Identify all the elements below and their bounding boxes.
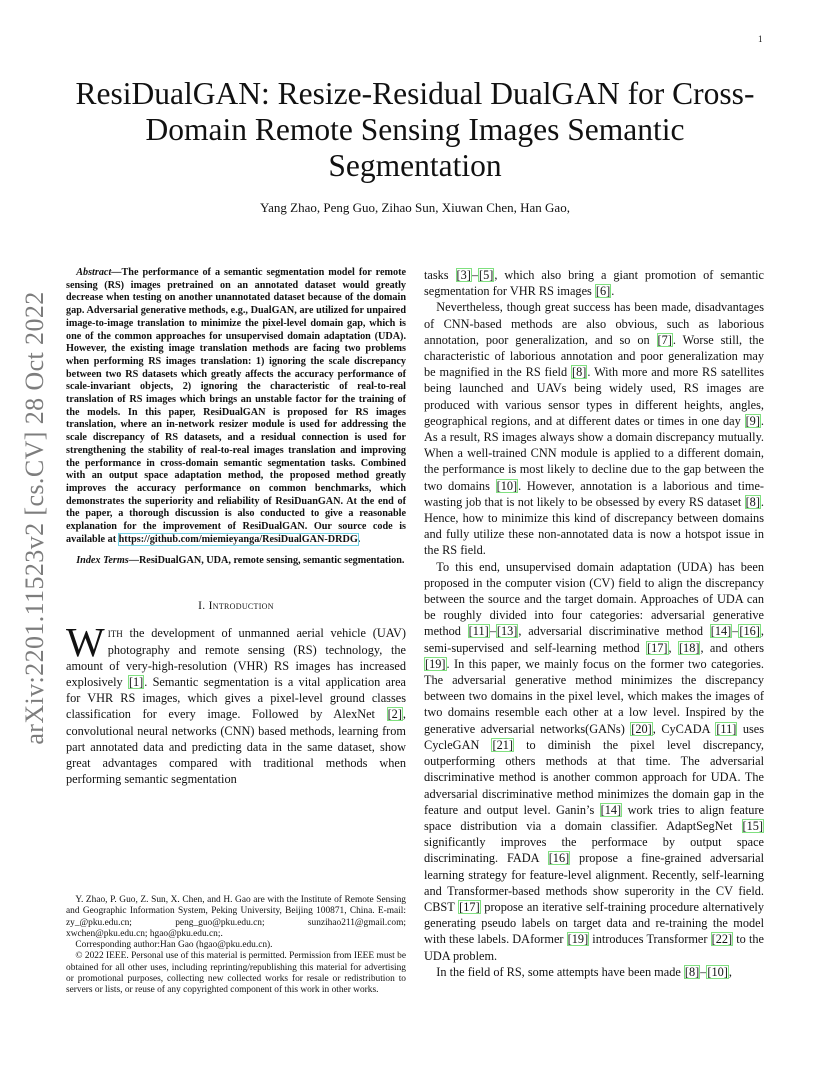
citation-link[interactable]: [16] (548, 851, 570, 866)
body-text: work tries to align feature space distribution via a domain classifier. AdaptSegNet (424, 802, 764, 833)
citation-link[interactable]: [19] (567, 932, 589, 947)
citation-link[interactable]: [18] (678, 640, 700, 655)
index-terms-lead: Index Terms (76, 555, 129, 567)
body-paragraph (424, 267, 764, 299)
citation-link[interactable]: [22] (711, 932, 733, 947)
body-text: , adversarial discriminative method (518, 624, 710, 639)
body-paragraph (424, 299, 764, 558)
body-text: – (732, 624, 739, 639)
body-text: – (700, 964, 707, 979)
body-text: . However, annotation is a laborious and time-wasting job that is not likely to be obsessed by every RS dataset (424, 478, 764, 509)
citation-link[interactable]: [2] (387, 707, 402, 722)
body-text: to diminish the pixel level discrepancy, outperforming others methods at that time. The adversarial discriminative method is another common approach for UDA. The adversarial discriminative method minimizes the domain gap in the feature and output level. Ganin’s (424, 737, 765, 817)
index-terms (66, 555, 406, 568)
body-text: . In this paper, we mainly focus on the former two categories. The adversarial generative method minimizes the discrepancy between two domains in the pixel level, which makes the images of two domains resemble each other at a low level. Inspired by the generative adversarial networks(GANs) (424, 656, 764, 736)
abstract-end: . (357, 533, 361, 545)
citation-link[interactable]: [9] (745, 413, 760, 428)
citation-link[interactable]: [11] (716, 721, 737, 736)
citation-link[interactable]: [19] (425, 656, 446, 671)
body-text: propose a fine-grained adversarial learning strategy for feature-level alignment. Recently, self-learning and Transformer-based methods show superority in the CV field. CBST (424, 851, 764, 914)
footnote-copyright: © 2022 IEEE. Personal use of this material is permitted. Permission from IEEE must be obtained for all other uses, including reprinting/republishing this material for advertising or promotional purposes, collecting new collected works for resale or redistribution to servers or lists, or reuse of any copyrighted component of this work in other works. (66, 951, 406, 996)
right-column (424, 267, 764, 980)
body-text: introduces Transformer (589, 932, 711, 947)
citation-link[interactable]: [20] (631, 721, 652, 736)
citation-link[interactable]: [8] (684, 964, 700, 979)
body-text: , (728, 964, 732, 979)
citation-link[interactable]: [8] (745, 494, 760, 509)
abstract (66, 267, 406, 546)
body-text: tasks (424, 268, 456, 282)
abstract-text: —The performance of a semantic segmentation model for remote sensing (RS) images pretrained on an annotated dataset would greatly decrease when testing on another unannotated dataset because of the domain gap. Adversarial generative methods, e.g., DualGAN, are utilized for unpaired image-to-image translation to minimize the pixel-level domain gap, which is one of the common approaches for unsupervised domain adaptation (UDA). However, the existing image translation methods are facing two problems when performing RS images translation: 1) ignoring the scale discrepancy between two RS datasets which greatly affects the accuracy performance of scale-invariant objects, 2) ignoring the characteristic of real-to-real translation of RS images which brings an unstable factor for the training of the models. In this paper, ResiDualGAN is proposed for RS images translation, where an in-network resizer module is used for addressing the scale discrepancy of RS datasets, and a residual connection is used for strengthening the stability of real-to-real images translation and improving the performance in cross-domain semantic segmentation tasks. Combined with an output space adaptation method, the proposed method greatly improves the accuracy performance on common benchmarks, which demonstrates the superiority and reliability of ResiDuanGAN. At the end of the paper, a thorough discussion is also conducted to give a reasonable explanation for the improvement of ResiDualGAN. Our source code is available at (66, 267, 406, 545)
body-text: , (668, 640, 678, 655)
body-text: , and others (700, 640, 765, 655)
body-text: . As a result, RS images always show a domain discrepancy mutually. When a well-trained CNN module is applied to a different domain, the performance is most likely to decline due to the gap between the two domains (424, 413, 764, 493)
abstract-lead: Abstract (76, 267, 112, 278)
arxiv-stamp-text: arXiv:2201.11523v2 [cs.CV] 28 Oct 2022 (20, 290, 49, 745)
citation-link[interactable]: [10] (496, 478, 518, 493)
body-text: To this end, unsupervised domain adaptation (UDA) has been proposed in the computer vision (CV) field to align the discrepancy between the source and the target domain. Approaches of UDA can be roughly divided into four categories: adversarial generative method (424, 559, 764, 639)
body-text: , which also bring a giant promotion of semantic segmentation for VHR RS images (424, 268, 764, 299)
body-paragraph (424, 964, 764, 980)
arxiv-stamp (20, 290, 50, 745)
body-text: uses CycleGAN (424, 721, 764, 752)
citation-link[interactable]: [5] (479, 268, 494, 282)
citation-link[interactable]: [6] (595, 284, 611, 299)
intro-paragraph (66, 619, 406, 787)
body-text: . Hence, how to minimize this kind of discrepancy between domains and fully utilize these non-annotated data is now a hotspot issue in the RS field. (424, 494, 764, 558)
intro-text: , convolutional neural networks (CNN) based methods, learning from part annotated data and predicting data in the same dataset, show great advantages compared with traditional methods when performing semantic segmentation (66, 707, 406, 787)
author-list: Yang Zhao, Peng Guo, Zihao Sun, Xiuwan Chen, Han Gao, (260, 200, 570, 215)
citation-link[interactable]: [7] (657, 332, 672, 347)
body-text: . With more and more RS satellites being launched and UAVs being widely used, RS images are produced with various sensor types in different heights, angles, geographical regions, and at different dates or times in one day (424, 365, 764, 428)
citation-link[interactable]: [11] (468, 624, 489, 639)
citation-link[interactable]: [21] (492, 737, 513, 752)
body-text: – (489, 624, 496, 639)
citation-link[interactable]: [15] (742, 818, 763, 833)
page-number: 1 (758, 34, 763, 44)
citation-link[interactable]: [17] (459, 899, 480, 914)
body-text: . (611, 284, 615, 299)
section-heading-introduction: I. Introduction (198, 600, 274, 613)
citation-link[interactable]: [14] (600, 802, 622, 817)
footnote-affiliations: Y. Zhao, P. Guo, Z. Sun, X. Chen, and H. Gao are with the Institute of Remote Sensing and Geographic Information System, Peking University, Beijing 100871, China. E-mail: zy_@pku.edu.cn; peng_guo@pku.edu.cn; sunzihao211@gmail.com; xwchen@pku.edu.cn; hgao@pku.edu.cn;. (66, 895, 406, 939)
citation-link[interactable]: [16] (739, 624, 760, 639)
body-text: – (471, 268, 479, 282)
citation-link[interactable]: [17] (647, 640, 668, 655)
citation-link[interactable]: [8] (571, 365, 587, 380)
citation-link[interactable]: [1] (128, 674, 144, 689)
body-paragraph (424, 559, 764, 964)
body-text: , CyCADA (652, 721, 716, 736)
citation-link[interactable]: [3] (456, 268, 471, 282)
dropcap-letter: W (66, 619, 105, 666)
left-column (66, 267, 406, 787)
index-terms-text: —ResiDualGAN, UDA, remote sensing, semantic segmentation. (128, 555, 405, 567)
dropcap-rest: ith (107, 626, 123, 641)
intro-text: the development of unmanned aerial vehicle (UAV) photography and remote sensing (RS) technology, the amount of very-high-resolution (VHR) RS images has increased explosively (66, 626, 406, 689)
citation-link[interactable]: [13] (496, 624, 518, 639)
body-text: Nevertheless, though great success has been made, disadvantages of CNN-based methods are also obvious, such as laborious annotation, poor generalization, and so on (424, 300, 764, 347)
citation-link[interactable]: [10] (707, 964, 728, 979)
body-text: to the UDA problem. (424, 932, 764, 963)
source-code-link[interactable]: https://github.com/miemieyanga/ResiDualGAN-DRDG (118, 533, 358, 545)
body-text: , semi-supervised and self-learning method (424, 624, 764, 655)
footnote-corresponding: Corresponding author:Han Gao (hgao@pku.edu.cn). (75, 940, 273, 951)
body-text: significantly improves the performace by output space discriminating. FADA (424, 835, 764, 866)
body-text: . Worse still, the characteristic of laborious annotation and poor generalization may be magnified in the RS field (424, 332, 765, 380)
footnotes (66, 895, 406, 997)
intro-text: . Semantic segmentation is a vital application area for VHR RS images, which gives a pixel-level ground classes classification for every image. Followed by AlexNet (66, 674, 406, 722)
body-text: propose an iterative self-training procedure alternatively generating pseudo labels on target data and re-training the model with these labels. DAformer (424, 899, 764, 947)
paper-title: ResiDualGAN: Resize-Residual DualGAN for Cross-Domain Remote Sensing Images Semantic Segmentation (75, 76, 755, 183)
body-text: In the field of RS, some attempts have been made (436, 964, 684, 979)
citation-link[interactable]: [14] (710, 624, 732, 639)
